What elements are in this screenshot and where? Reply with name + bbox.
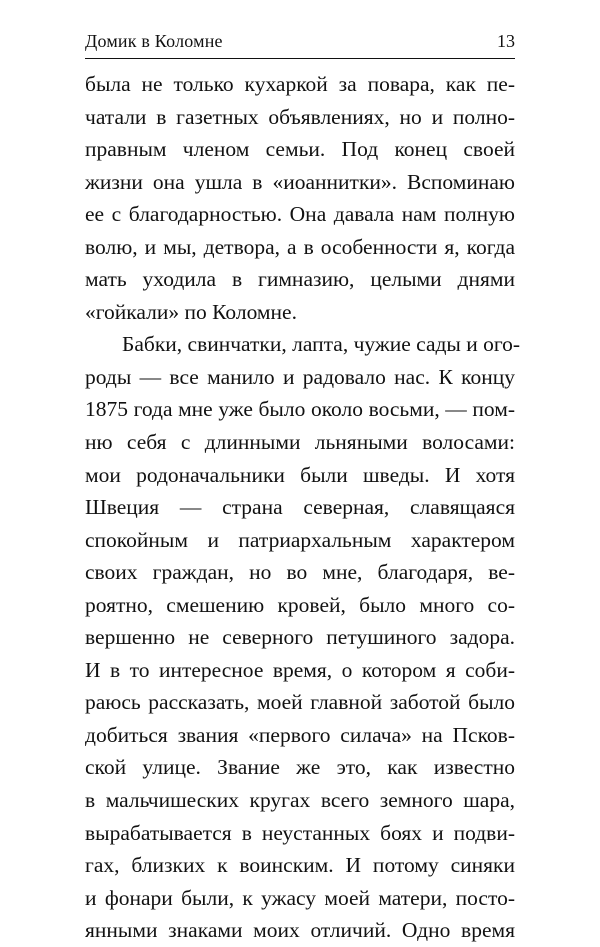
text-line: ской улице. Звание же это, как известно bbox=[85, 755, 515, 780]
text-line: добиться звания «первого силача» на Псков- bbox=[85, 722, 515, 747]
text-line: вырабатывается в неустанных боях и подви- bbox=[85, 820, 515, 845]
text-line: спокойным и патриархальным характером bbox=[85, 527, 515, 552]
text-line: правным членом семьи. Под конец своей bbox=[85, 137, 515, 162]
text-line: в мальчишеских кругах всего земного шара, bbox=[85, 788, 515, 813]
body-text bbox=[85, 68, 521, 947]
header-rule bbox=[85, 58, 515, 59]
text-line: Бабки, свинчатки, лапта, чужие сады и ого- bbox=[122, 332, 521, 357]
text-line: волю, и мы, детвора, а в особенности я, когда bbox=[85, 234, 515, 259]
text-line: раюсь рассказать, моей главной заботой было bbox=[85, 690, 515, 715]
page-number: 13 bbox=[497, 31, 515, 51]
text-line: была не только кухаркой за повара, как пе- bbox=[85, 72, 515, 96]
text-line: вершенно не северного петушиного задора. bbox=[85, 625, 515, 650]
text-line: мои родоначальники были шведы. И хотя bbox=[85, 462, 515, 487]
text-line: гах, близких к воинским. И потому синяки bbox=[85, 853, 515, 878]
text-line: жизни она ушла в «иоаннитки». Вспоминаю bbox=[85, 169, 515, 194]
running-title: Домик в Коломне bbox=[85, 31, 223, 51]
text-line: ее с благодарностью. Она давала нам полную bbox=[85, 202, 515, 227]
text-line: роды — все манило и радовало нас. К концу bbox=[85, 364, 515, 389]
text-line: мать уходила в гимназию, целыми днями bbox=[85, 267, 515, 292]
text-line: Швеция — страна северная, славящаяся bbox=[85, 495, 515, 520]
text-line: своих граждан, но во мне, благодаря, ве- bbox=[85, 560, 515, 585]
text-line: 1875 года мне уже было около восьми, — пом- bbox=[85, 397, 515, 422]
text-line: чатали в газетных объявлениях, но и полно- bbox=[85, 104, 515, 129]
text-line: «гойкали» по Коломне. bbox=[85, 299, 297, 324]
text-line: янными знаками моих отличий. Одно время bbox=[85, 918, 515, 943]
text-line: ню себя с длинными льняными волосами: bbox=[85, 430, 515, 455]
text-line: И в то интересное время, о котором я соби- bbox=[85, 657, 515, 682]
text-line: и фонари были, к ужасу моей матери, посто- bbox=[85, 885, 515, 910]
running-head bbox=[85, 30, 515, 54]
text-line: роятно, смешению кровей, было много со- bbox=[85, 592, 515, 617]
